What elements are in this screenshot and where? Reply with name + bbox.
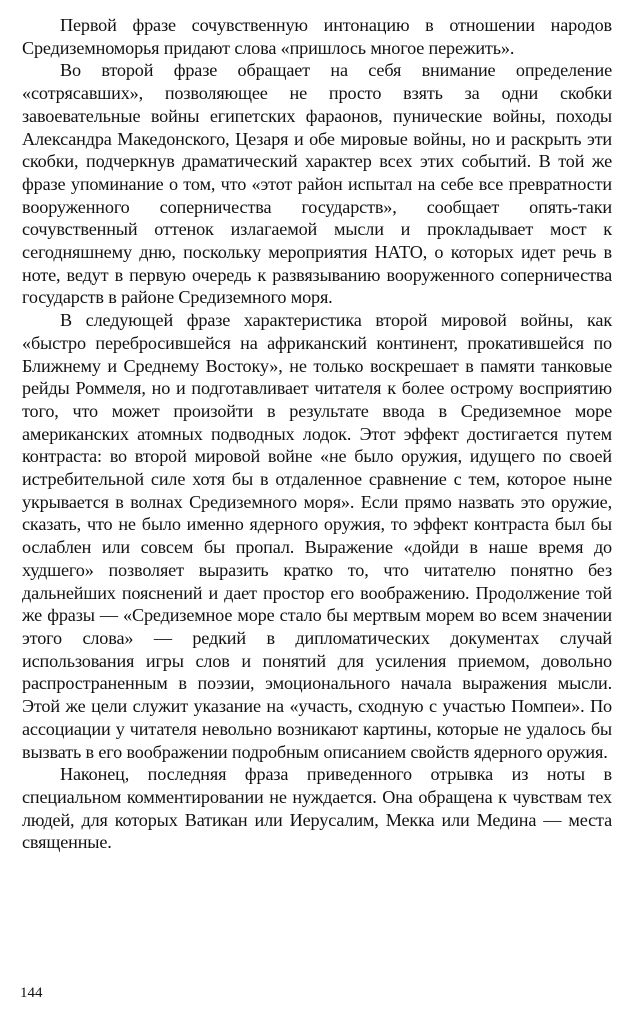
paragraph-4: Наконец, последняя фраза приведенного отрывка из ноты в специальном комментировании не нуждается. Она обращена к чувствам тех людей, для которых Ватикан или Иерусалим, Мекка или Медина — места священные.: [22, 764, 612, 853]
page-number: 144: [20, 985, 43, 1001]
paragraph-3: В следующей фразе характеристика второй мировой войны, как «быстро перебросившейся на африканский континент, прокатившейся по Ближнему и Среднему Востоку», не только воскрешает в памяти танковые рейды Роммеля, но и подготавливает читателя к более острому восприятию того, что может произойти в результате ввода в Средиземное море американских атомных подводных лодок. Этот эффект достигается путем контраста: во второй мировой войне «не было оружия, идущего по своей истребительной силе хотя бы в отдаленное сравнение с тем, которое ныне укрывается в волнах Средиземного моря». Если прямо назвать это оружие, сказать, что не было именно ядерного оружия, то эффект контраста был бы ослаблен или совсем бы пропал. Выражение «дойди в наше время до худшего» позволяет выразить кратко то, что читателю понятно без дальнейших пояснений и дает простор его воображению. Продолжение той же фразы — «Средиземное море стало бы мертвым морем во всем значении этого слова» — редкий в дипломатических документах случай использования игры слов и понятий для усиления приемом, довольно распространенным в поэзии, эмоционального начала выражения мысли. Этой же цели служит указание на «участь, сходную с участью Помпеи». По ассоциации у читателя невольно возникают картины, которые не удалось бы вызвать в его воображении подробным описанием свойств ядерного оружия.: [22, 310, 612, 762]
paragraph-2: Во второй фразе обращает на себя внимание определение «сотрясавших», позволяющее не просто взять за одни скобки завоевательные войны египетских фараонов, пунические войны, походы Александра Македонского, Цезаря и обе мировые войны, но и раскрыть эти скобки, подчеркнув драматический характер всех этих событий. В той же фразе упоминание о том, что «этот район испытал на себе все превратности вооруженного соперничества государств», сообщает опять-таки сочувственный оттенок излагаемой мысли и прокладывает мост к сегодняшнему дню, поскольку мероприятия НАТО, о которых идет речь в ноте, ведут в первую очередь к развязыванию вооруженного соперничества государств в районе Средиземного моря.: [22, 60, 612, 308]
body-text: [22, 14, 612, 854]
paragraph-1: Первой фразе сочувственную интонацию в отношении народов Средиземноморья придают слова «пришлось многое пережить».: [22, 15, 612, 58]
